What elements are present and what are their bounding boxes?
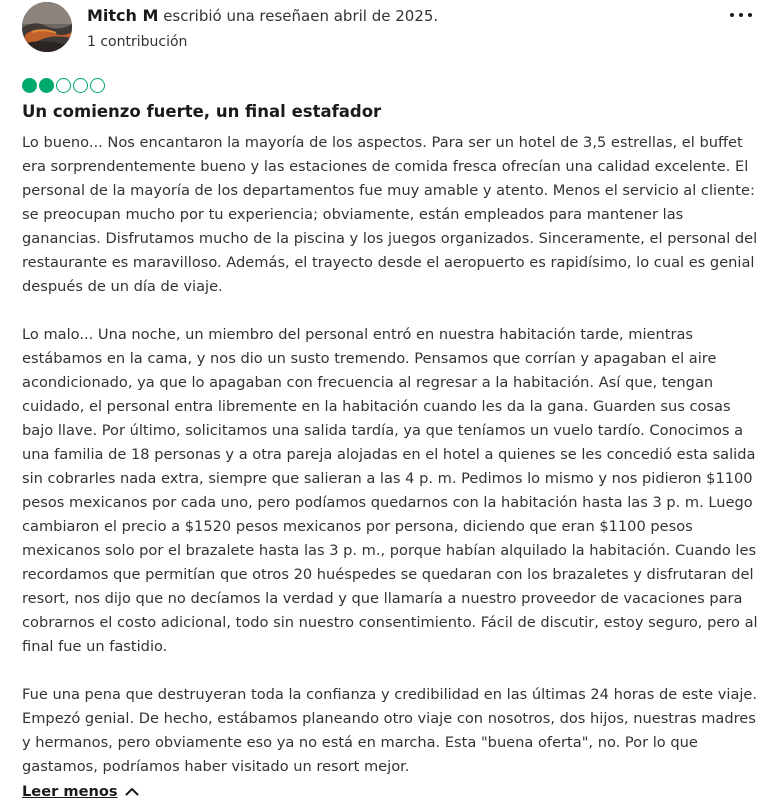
rating-bubble-empty-icon	[73, 78, 88, 93]
review-title: Un comienzo fuerte, un final estafador	[22, 102, 382, 121]
review-header	[22, 2, 762, 54]
review-body	[22, 131, 762, 803]
ellipsis-icon[interactable]	[730, 8, 752, 22]
read-less-button[interactable]	[22, 779, 139, 803]
author-line	[87, 6, 438, 26]
rating-bubble-filled-icon	[22, 78, 37, 93]
review-paragraph: Lo bueno... Nos encantaron la mayoría de los aspectos. Para ser un hotel de 3,5 estrellas, el buffet era sorprendentemente bueno y las estaciones de comida fresca ofrecían una calidad excelente. El personal de la mayoría de los departamentos fue muy amable y atento. Menos el servicio al cliente: se preocupan mucho por tu experiencia; obviamente, están empleados para mantener las ganancias. Disfrutamos mucho de la piscina y los juegos organizados. Sinceramente, el personal del restaurante es maravilloso. Además, el trayecto desde el aeropuerto es rapidísimo, lo cual es genial después de un día de viaje.	[22, 134, 758, 295]
rating-bubble-filled-icon	[39, 78, 54, 93]
author-name[interactable]: Mitch M	[87, 6, 159, 25]
contribution-count: 1 contribución	[87, 34, 188, 50]
review-date-text: escribió una reseñaen abril de 2025.	[158, 7, 439, 25]
avatar[interactable]	[22, 2, 72, 52]
read-less-label: Leer menos	[22, 782, 118, 800]
chevron-up-icon	[125, 786, 139, 796]
dot	[739, 13, 743, 17]
rating-bubble-empty-icon	[56, 78, 71, 93]
dot	[748, 13, 752, 17]
bubble-rating	[22, 78, 105, 96]
rating-bubble-empty-icon	[90, 78, 105, 93]
review-paragraph: Lo malo... Una noche, un miembro del personal entró en nuestra habitación tarde, mientras estábamos en la cama, y nos dio un susto tremendo. Pensamos que corrían y apagaban el aire acondicionado, ya que lo apagaban con frecuencia al regresar a la habitación. Así que, tengan cuidado, el personal entra libremente en la habitación cuando les da la gana. Guarden sus cosas bajo llave. Por último, solicitamos una salida tardía, ya que teníamos un vuelo tardío. Conocimos a una familia de 18 personas y a otra pareja alojadas en el hotel a quienes se les concedió esta salida sin cobrarles nada extra, siempre que salieran a las 4 p. m. Pedimos lo mismo y nos pidieron $1100 pesos mexicanos por cada uno, pero podíamos quedarnos con la habitación hasta las 3 p. m. Luego cambiaron el precio a $1520 pesos mexicanos por persona, diciendo que eran $1100 pesos mexicanos solo por el brazalete hasta las 3 p. m., porque habían alquilado la habitación. Cuando les recordamos que permitían que otros 20 huéspedes se quedaran con los brazaletes y disfrutaran del resort, nos dijo que no decíamos la verdad y que llamaría a nuestro proveedor de vacaciones para cobrarnos el costo adicional, todo sin nuestro consentimiento. Fácil de discutir, estoy seguro, pero al final fue un fastidio.	[22, 326, 758, 655]
review-paragraph: Fue una pena que destruyeran toda la confianza y credibilidad en las últimas 24 horas de este viaje. Empezó genial. De hecho, estábamos planeando otro viaje con nosotros, dos hijos, nuestras madres y hermanos, pero obviamente eso ya no está en marcha. Esta "buena oferta", no. Por lo que gastamos, podríamos haber visitado un resort mejor.	[22, 686, 758, 775]
avatar-photo-icon	[22, 2, 72, 52]
dot	[730, 13, 734, 17]
